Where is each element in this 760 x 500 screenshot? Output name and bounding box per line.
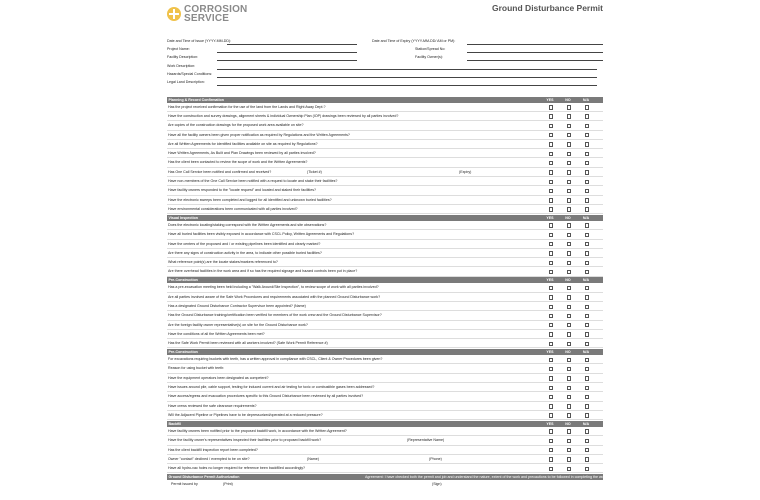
- header-field-row: [167, 63, 603, 71]
- question-row: [167, 149, 603, 158]
- checkbox-yes[interactable]: [549, 332, 553, 336]
- question-text: Has the Safe Work Permit been reviewed with all workers involved? (Safe Work Permit Reference #): [168, 341, 328, 346]
- field-label: Work Description:: [167, 63, 196, 68]
- question-text: Have issues around pile, cable support, testing for induced current and air testing for toxic or combustible gases been addressed?: [168, 385, 375, 390]
- field-input-line[interactable]: [217, 85, 597, 86]
- question-row: [167, 230, 603, 239]
- field-label: Date and Time of Issue (YYYY-MM-DD):: [167, 39, 232, 43]
- question-row: [167, 339, 603, 348]
- question-row: [167, 103, 603, 112]
- logo-line-2: SERVICE: [184, 13, 230, 24]
- checkbox-yes[interactable]: [549, 124, 553, 128]
- question-text: Have the electronic sweeps been completed and logged for all identified and unknown buried facilities?: [168, 197, 332, 202]
- question-text: Have all buried facilities been visibly exposed in accordance with CSCL Policy, Written Agreements and Regulations?: [168, 232, 355, 237]
- checkbox-no[interactable]: [567, 404, 571, 408]
- checkbox-no[interactable]: [567, 286, 571, 290]
- question-text: Have facility owners been notified prior to the proposed backfill work, in accordance with the Written Agreement?: [168, 428, 347, 433]
- checkbox-yes[interactable]: [549, 386, 553, 390]
- question-text: Have non-members of the One Call Service been notified with a request to locate and stake their facilities?: [168, 179, 338, 184]
- question-text: Have access/egress and evacuation procedures specific to this Ground Disturbance been reviewed by all parties involved?: [168, 394, 364, 399]
- checkbox-yes[interactable]: [549, 207, 553, 211]
- section-title: Backfill: [168, 421, 182, 426]
- checkbox-no[interactable]: [567, 251, 571, 255]
- checkbox-na[interactable]: [585, 439, 589, 443]
- checkbox-no[interactable]: [567, 295, 571, 299]
- checkbox-na[interactable]: [585, 358, 589, 362]
- field-input-line[interactable]: [467, 52, 603, 53]
- checkbox-yes[interactable]: [549, 152, 553, 156]
- signature-row: [167, 480, 603, 488]
- question-text: Have the conditions of all the Written Agreements been met?: [168, 331, 265, 336]
- checkbox-no[interactable]: [567, 133, 571, 137]
- question-text: Are the foreign facility owner representative(s) on site for the Ground Disturbance work?: [168, 322, 308, 327]
- column-header: NO: [565, 215, 571, 220]
- checkbox-na[interactable]: [585, 413, 589, 417]
- question-row: [167, 140, 603, 149]
- section-title: Planning & Record Confirmation: [168, 97, 225, 102]
- checkbox-yes[interactable]: [549, 270, 553, 274]
- checkbox-no[interactable]: [567, 170, 571, 174]
- column-header: YES: [546, 421, 554, 426]
- question-row: [167, 374, 603, 383]
- field-input-line[interactable]: [217, 60, 357, 61]
- column-header: NO: [565, 349, 571, 354]
- field-label: Legal Land Description:: [167, 79, 205, 84]
- checkbox-na[interactable]: [585, 295, 589, 299]
- checkbox-no[interactable]: [567, 223, 571, 227]
- question-row: [167, 392, 603, 401]
- question-row: [167, 446, 603, 455]
- checkbox-na[interactable]: [585, 114, 589, 118]
- question-text: Have the centers of the proposed and / or existing pipelines been identified and clearly marked?: [168, 241, 321, 246]
- section-title: Pre-Construction: [168, 278, 198, 283]
- checkbox-yes[interactable]: [549, 170, 553, 174]
- question-row: [167, 196, 603, 205]
- field-label: Project Name:: [167, 47, 190, 52]
- question-row: [167, 302, 603, 311]
- question-text: Have Written Agreements, As Built and Plan Drawings been reviewed by all parties involved?: [168, 151, 316, 156]
- question-row: [167, 411, 603, 420]
- checkbox-no[interactable]: [567, 386, 571, 390]
- question-text: Has the Ground Disturbance training/certification been verified for members of the work crew and the Ground Disturbance Supervisor?: [168, 313, 382, 318]
- checkbox-yes[interactable]: [549, 358, 553, 362]
- question-row: [167, 364, 603, 373]
- checkbox-yes[interactable]: [549, 367, 553, 371]
- company-logo: [167, 2, 247, 26]
- permit-page: [163, 0, 607, 500]
- checkbox-na[interactable]: [585, 261, 589, 265]
- question-subfield-label: (Name): [307, 456, 319, 461]
- column-header: N/A: [582, 278, 590, 283]
- checkbox-na[interactable]: [585, 207, 589, 211]
- question-text: Have the equipment operators been designated as competent?: [168, 375, 269, 380]
- checkbox-na[interactable]: [585, 133, 589, 137]
- question-text: Have the facility owner's representatives inspected their facilities prior to proposed backfill work?: [168, 438, 322, 443]
- checkbox-no[interactable]: [567, 395, 571, 399]
- question-text: Are there any signs of construction activity in the area, to indicate other possible buried facilities?: [168, 250, 322, 255]
- question-row: [167, 131, 603, 140]
- checkbox-yes[interactable]: [549, 467, 553, 471]
- question-row: [167, 383, 603, 392]
- question-row: [167, 168, 603, 177]
- question-row: [167, 355, 603, 364]
- checkbox-yes[interactable]: [549, 395, 553, 399]
- checkbox-yes[interactable]: [549, 404, 553, 408]
- checkbox-no[interactable]: [567, 152, 571, 156]
- checkbox-no[interactable]: [567, 142, 571, 146]
- checkbox-na[interactable]: [585, 198, 589, 202]
- checkbox-yes[interactable]: [549, 114, 553, 118]
- field-input-line[interactable]: [217, 69, 597, 70]
- checkbox-na[interactable]: [585, 124, 589, 128]
- checkbox-na[interactable]: [585, 142, 589, 146]
- section-title: Pre-Construction: [168, 349, 198, 354]
- checkbox-yes[interactable]: [549, 180, 553, 184]
- question-row: [167, 402, 603, 411]
- question-text: Has the client backfill inspection report been completed?: [168, 447, 258, 452]
- header-field-row: [167, 38, 603, 46]
- checkbox-yes[interactable]: [549, 314, 553, 318]
- checkbox-na[interactable]: [585, 180, 589, 184]
- question-row: [167, 240, 603, 249]
- checkbox-no[interactable]: [567, 467, 571, 471]
- sign-label: (Sign): [432, 482, 442, 487]
- checkbox-na[interactable]: [585, 429, 589, 433]
- checkbox-no[interactable]: [567, 448, 571, 452]
- checkbox-no[interactable]: [567, 105, 571, 109]
- checkbox-na[interactable]: [585, 395, 589, 399]
- question-row: [167, 158, 603, 167]
- question-text: Have all the facility owners been given proper notification as required by Regulations and the Written Agreements?: [168, 132, 350, 137]
- checkbox-yes[interactable]: [549, 286, 553, 290]
- column-header: NO: [565, 421, 571, 426]
- question-text: Has the project received confirmation for the use of the land from the Lands and Right Away Dept.?: [168, 104, 326, 109]
- checkbox-no[interactable]: [567, 429, 571, 433]
- checkbox-yes[interactable]: [549, 457, 553, 461]
- field-input-line[interactable]: [217, 52, 357, 53]
- question-text: What reference point(s) are the locate stakes/markers referenced to?: [168, 260, 278, 265]
- question-row: [167, 464, 603, 473]
- checkbox-no[interactable]: [567, 124, 571, 128]
- question-row: [167, 283, 603, 292]
- checkbox-na[interactable]: [585, 332, 589, 336]
- question-row: [167, 249, 603, 258]
- question-text: Reason for using bucket with teeth:: [168, 366, 225, 371]
- checkbox-no[interactable]: [567, 413, 571, 417]
- checkbox-yes[interactable]: [549, 251, 553, 255]
- checkbox-na[interactable]: [585, 386, 589, 390]
- question-row: [167, 221, 603, 230]
- checkbox-na[interactable]: [585, 305, 589, 309]
- header-field-row: [167, 54, 603, 62]
- checkbox-yes[interactable]: [549, 413, 553, 417]
- section-title: Visual Inspection: [168, 215, 198, 220]
- column-header: N/A: [582, 349, 590, 354]
- checkbox-na[interactable]: [585, 233, 589, 237]
- checkbox-yes[interactable]: [549, 142, 553, 146]
- checkbox-na[interactable]: [585, 152, 589, 156]
- question-subfield-label: (Expiry): [459, 169, 472, 174]
- field-label: Facility Description:: [167, 55, 199, 60]
- checkbox-no[interactable]: [567, 305, 571, 309]
- question-row: [167, 186, 603, 195]
- question-text: Has a pre-excavation meeting been held including a "Walk Around/Site Inspection", to review scope of work with all parties involved?: [168, 285, 379, 290]
- question-text: Are copies of the construction drawings for the proposed work area available on site?: [168, 123, 304, 128]
- question-row: [167, 455, 603, 464]
- print-label: (Print): [223, 482, 233, 487]
- question-row: [167, 293, 603, 302]
- checkbox-yes[interactable]: [549, 342, 553, 346]
- logo-line-1: CORROSION: [184, 4, 248, 15]
- field-input-line[interactable]: [217, 77, 597, 78]
- checkbox-na[interactable]: [585, 448, 589, 452]
- question-row: [167, 427, 603, 436]
- column-header: YES: [546, 278, 554, 283]
- logo-cross-icon: [167, 7, 181, 21]
- question-text: Owner "contact" declined / exempted to be on site?: [168, 456, 250, 461]
- checkbox-yes[interactable]: [549, 223, 553, 227]
- checkbox-no[interactable]: [567, 161, 571, 165]
- question-row: [167, 267, 603, 276]
- question-text: Has a designated Ground Disturbance Contractor Supervisor been appointed? (Name): [168, 304, 306, 308]
- question-text: Have crews reviewed the safe clearance requirements?: [168, 403, 257, 408]
- checkbox-no[interactable]: [567, 314, 571, 318]
- question-text: Has One Call Service been notified and confirmed and received?: [168, 169, 272, 174]
- question-row: [167, 258, 603, 267]
- column-header: N/A: [582, 215, 590, 220]
- checkbox-na[interactable]: [585, 270, 589, 274]
- checkbox-yes[interactable]: [549, 295, 553, 299]
- question-row: [167, 121, 603, 130]
- question-row: [167, 177, 603, 186]
- checkbox-na[interactable]: [585, 170, 589, 174]
- checkbox-yes[interactable]: [549, 439, 553, 443]
- checkbox-no[interactable]: [567, 261, 571, 265]
- question-text: Has the client been contacted to review the scope of work and the Written Agreements?: [168, 160, 308, 165]
- header-field-row: [167, 46, 603, 54]
- field-label: Station/Spread No:: [415, 47, 446, 52]
- checkbox-yes[interactable]: [549, 161, 553, 165]
- question-text: Have the construction and survey drawings, alignment sheets & individual Ownership Plan (IOP) drawings been reviewed by all parties involved?: [168, 113, 399, 118]
- question-text: Have all hydro-vac holes no longer required for reference been backfilled accordingly?: [168, 466, 306, 471]
- checkbox-na[interactable]: [585, 189, 589, 193]
- checkbox-na[interactable]: [585, 376, 589, 380]
- header-field-row: [167, 71, 603, 79]
- checkbox-no[interactable]: [567, 332, 571, 336]
- checkbox-no[interactable]: [567, 323, 571, 327]
- question-row: [167, 436, 603, 445]
- checkbox-no[interactable]: [567, 367, 571, 371]
- column-header: NO: [565, 278, 571, 283]
- question-text: Does the electronic locating/staking correspond with the Written Agreements and site observations?: [168, 222, 327, 227]
- authorization-title: Ground Disturbance Permit Authorization: [168, 474, 240, 479]
- question-text: Have facility owners responded to the "locate request" and located and staked their facilities?: [168, 188, 316, 193]
- question-row: [167, 330, 603, 339]
- checkbox-na[interactable]: [585, 314, 589, 318]
- checkbox-no[interactable]: [567, 198, 571, 202]
- question-text: Are all Written Agreements for identified facilities available on site as required by Regulations?: [168, 141, 318, 146]
- checkbox-yes[interactable]: [549, 198, 553, 202]
- checkbox-yes[interactable]: [549, 189, 553, 193]
- question-row: [167, 311, 603, 320]
- checkbox-na[interactable]: [585, 223, 589, 227]
- column-header: N/A: [582, 421, 590, 426]
- checkbox-yes[interactable]: [549, 323, 553, 327]
- checkbox-na[interactable]: [585, 342, 589, 346]
- checkbox-yes[interactable]: [549, 105, 553, 109]
- question-text: Will the Adjacent Pipeline or Pipelines have to be depressurized/operated at a reduced pressure?: [168, 412, 323, 417]
- field-input-line[interactable]: [227, 44, 357, 45]
- checkbox-no[interactable]: [567, 233, 571, 237]
- checkbox-na[interactable]: [585, 457, 589, 461]
- field-input-line[interactable]: [467, 44, 603, 45]
- field-label: Date and Time of Expiry (YYYY-MM-DD/ AM or PM):: [372, 39, 456, 43]
- checkbox-no[interactable]: [567, 376, 571, 380]
- checkbox-no[interactable]: [567, 270, 571, 274]
- header-field-row: [167, 79, 603, 87]
- checkbox-na[interactable]: [585, 467, 589, 471]
- checkbox-yes[interactable]: [549, 376, 553, 380]
- authorization-note: Agreement: I have checked both the permit and job and understand the nature, extent of the work and precautions to be followed in completing the work: [365, 474, 607, 479]
- permit-issued-label: Permit Issued by: [171, 482, 198, 487]
- checkbox-yes[interactable]: [549, 242, 553, 246]
- checkbox-no[interactable]: [567, 358, 571, 362]
- column-header: N/A: [582, 97, 590, 102]
- checkbox-yes[interactable]: [549, 448, 553, 452]
- checkbox-yes[interactable]: [549, 305, 553, 309]
- checkbox-no[interactable]: [567, 207, 571, 211]
- checklist-form: [167, 96, 607, 488]
- field-label: Facility Owner(s):: [415, 55, 443, 60]
- question-row: [167, 205, 603, 214]
- question-subfield-label: (Phone): [429, 456, 442, 461]
- question-row: [167, 112, 603, 121]
- checkbox-yes[interactable]: [549, 261, 553, 265]
- column-header: NO: [565, 97, 571, 102]
- column-header: YES: [546, 215, 554, 220]
- question-subfield-label: (Ticket #): [307, 169, 322, 174]
- field-input-line[interactable]: [467, 60, 603, 61]
- checkbox-no[interactable]: [567, 342, 571, 346]
- column-header: YES: [546, 97, 554, 102]
- checkbox-yes[interactable]: [549, 429, 553, 433]
- checkbox-no[interactable]: [567, 457, 571, 461]
- question-text: Are there overhead facilities in the work area and if so has the required signage and hazard controls been put in place?: [168, 269, 358, 274]
- checkbox-na[interactable]: [585, 242, 589, 246]
- checkbox-no[interactable]: [567, 189, 571, 193]
- question-text: Are all parties involved aware of the Safe Work Procedures and requirements associated with the planned Ground Disturbance work?: [168, 294, 381, 299]
- field-label: Hazards/Special Conditions:: [167, 71, 213, 76]
- document-title: Ground Disturbance Permit: [492, 3, 603, 13]
- checkbox-no[interactable]: [567, 439, 571, 443]
- question-row: [167, 321, 603, 330]
- checkbox-na[interactable]: [585, 161, 589, 165]
- checkbox-na[interactable]: [585, 404, 589, 408]
- checkbox-na[interactable]: [585, 286, 589, 290]
- checkbox-no[interactable]: [567, 242, 571, 246]
- checkbox-yes[interactable]: [549, 233, 553, 237]
- checkbox-na[interactable]: [585, 251, 589, 255]
- question-text: Have environmental considerations been communicated with all parties involved?: [168, 206, 298, 211]
- checkbox-no[interactable]: [567, 180, 571, 184]
- checkbox-na[interactable]: [585, 367, 589, 371]
- checkbox-na[interactable]: [585, 323, 589, 327]
- question-text: For excavations requiring buckets with teeth, has a written approval in compliance with CSCL, Client & Owner Procedures been given?: [168, 357, 383, 362]
- header-fields: [167, 38, 603, 87]
- question-subfield-label: (Representative Name): [407, 438, 445, 443]
- column-header: YES: [546, 349, 554, 354]
- checkbox-no[interactable]: [567, 114, 571, 118]
- checkbox-yes[interactable]: [549, 133, 553, 137]
- checkbox-na[interactable]: [585, 105, 589, 109]
